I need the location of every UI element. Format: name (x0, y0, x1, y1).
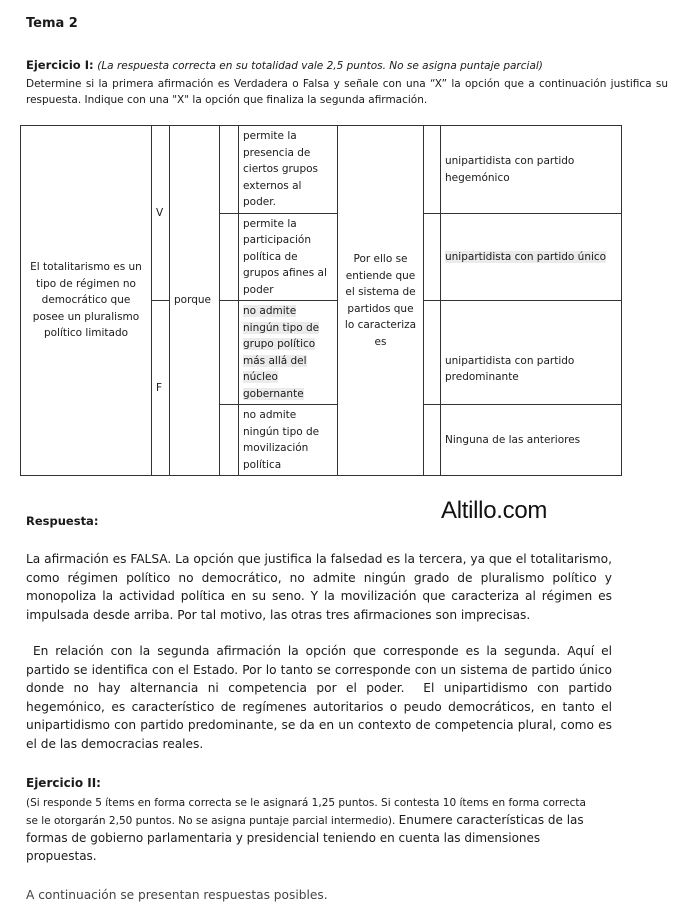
party-option-1-text: unipartidista con partido hegemónico (445, 155, 575, 184)
party-option-2-text: unipartidista con partido único (445, 250, 607, 263)
true-marker (152, 126, 170, 301)
checkbox-option-2[interactable] (220, 214, 239, 301)
option-3 (239, 301, 338, 405)
checkbox-party-1[interactable] (424, 126, 441, 214)
answer-heading: Respuesta: (26, 514, 99, 528)
party-option-1 (441, 126, 622, 214)
party-option-2 (441, 214, 622, 301)
checkbox-party-2[interactable] (424, 214, 441, 301)
false-marker (152, 301, 170, 476)
answer-paragraph-2: En relación con la segunda afirmación la opción que corresponde es la segunda. Aquí el partido se identifica con el Estado. Por lo tanto se corresponde con un sistema de partido único donde no hay alternancia ni competencia por el poder. El unipartidismo con partido hegemónico, es característico de regímenes autoritarios o peudo democráticos, en tanto el unipartidismo con partido predominante, se da en un contexto de competencia plural, como es el de las democracias reales. (26, 644, 616, 751)
exercise-2-body (26, 795, 586, 866)
option-2 (239, 214, 338, 301)
topic-heading: Tema 2 (26, 16, 78, 31)
option-1-text: permite la presencia de ciertos grupos externos al poder. (243, 130, 319, 209)
connector-cell (170, 126, 220, 476)
exercise-table (20, 125, 622, 476)
checkbox-party-4[interactable] (424, 405, 441, 476)
option-3-text: no admite ningún tipo de grupo político más allá del núcleo gobernante (243, 305, 320, 400)
exercise-2-note: (Si responde 5 ítems en forma correcta se le asignará 1,25 puntos. Si contesta 10 ítems en forma correcta se le otorgarán 2,50 puntos. No se asigna puntaje parcial intermedio). (26, 797, 586, 827)
closing-line: A continuación se presentan respuestas posibles. (26, 888, 328, 902)
middle-text: Por ello se entiende que el sistema de partidos que lo caracteriza es (344, 253, 417, 348)
checkbox-option-1[interactable] (220, 126, 239, 214)
exercise-1-heading (26, 58, 543, 72)
option-2-text: permite la participación política de grupos afines al poder (243, 217, 327, 296)
party-option-4 (441, 405, 622, 476)
exercise-2-instruction: Enumere características de las formas de gobierno parlamentaria y presidencial teniendo en cuenta las dimensiones propuestas. (26, 813, 584, 863)
middle-cell (338, 126, 424, 476)
exercise-1-title: Ejercicio I: (26, 58, 94, 72)
checkbox-party-3[interactable] (424, 301, 441, 405)
false-label: F (156, 381, 163, 394)
exercise-1-instruction: Determine si la primera afirmación es Verdadera o Falsa y señale con una “X” la opción que a continuación justifica su respuesta. Indique con una "X" la opción que finaliza la segunda afirmación. (26, 78, 668, 106)
statement-text: El totalitarismo es un tipo de régimen no democrático que posee un pluralismo político limitado (30, 261, 142, 340)
option-4-text: no admite ningún tipo de movilización política (243, 409, 320, 471)
answer-paragraph-1: La afirmación es FALSA. La opción que justifica la falsedad es la tercera, ya que el totalitarismo, como régimen político no democrático, no admite ningún grado de pluralismo político y monopoliza la actividad política en su seno. Y la movilización que caracteriza al régimen es impulsada desde arriba. Por tal motivo, las otras tres afirmaciones son imprecisas. (26, 552, 612, 622)
site-logo: Altillo.com (441, 497, 548, 524)
checkbox-option-3[interactable] (220, 301, 239, 405)
option-4 (239, 405, 338, 476)
checkbox-option-4[interactable] (220, 405, 239, 476)
option-1 (239, 126, 338, 214)
statement-cell (21, 126, 152, 476)
exercise-1-note: (La respuesta correcta en su totalidad vale 2,5 puntos. No se asigna puntaje parcial) (97, 60, 543, 72)
party-option-4-text: Ninguna de las anteriores (445, 433, 581, 446)
party-option-3-text: unipartidista con partido predominante (445, 354, 575, 383)
true-label: V (156, 206, 164, 219)
party-option-3 (441, 301, 622, 405)
connector-text: porque (174, 294, 212, 307)
exercise-2-title: Ejercicio II: (26, 776, 101, 790)
